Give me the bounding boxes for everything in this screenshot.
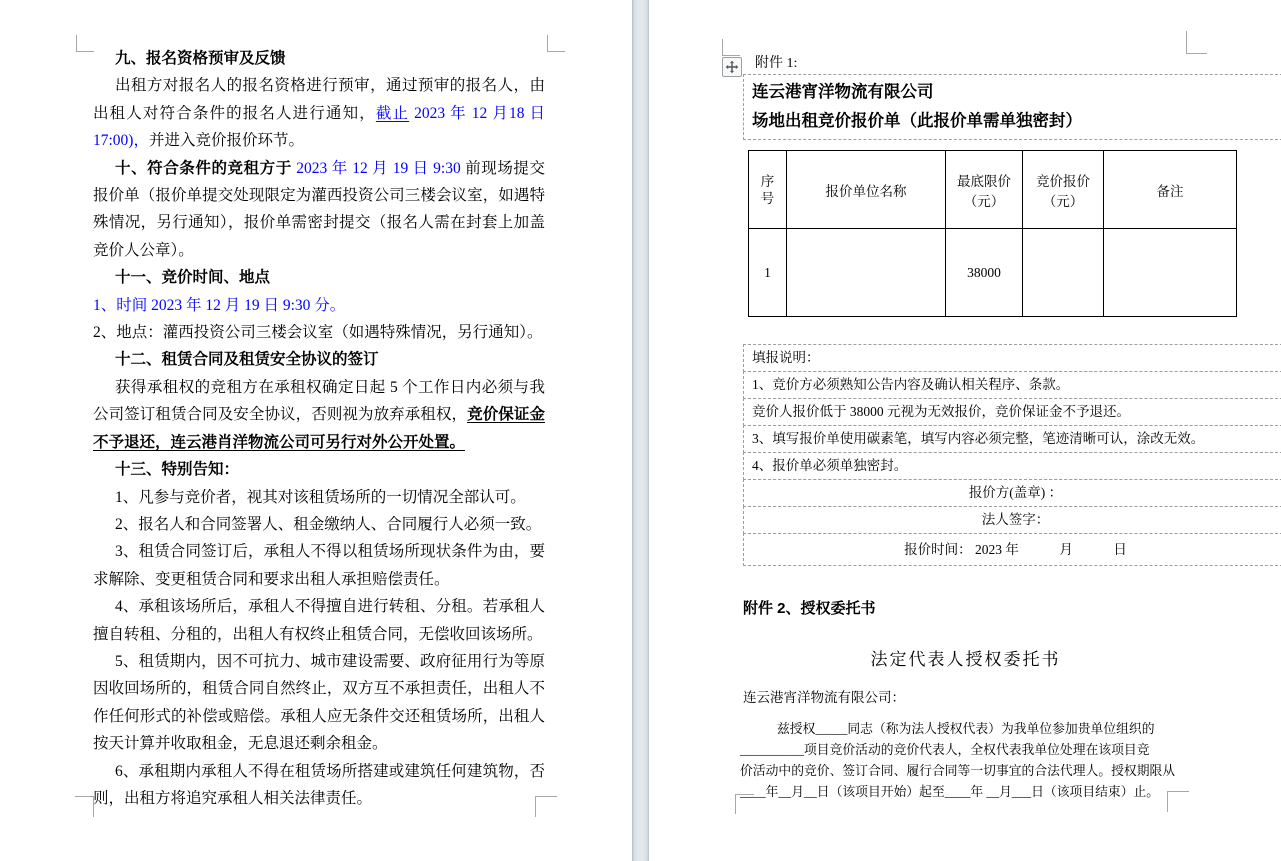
section-10-title: 十、符合条件的竞租方于 <box>115 159 292 177</box>
attachment-2-line-3: 价活动中的竞价、签订合同、履行合同等一切事宜的合法代理人。授权期限从 <box>740 764 1176 778</box>
section-12-paragraph <box>93 374 545 456</box>
bid-form-title: 场地出租竞价报价单（此报价单需单独密封） <box>752 112 1082 130</box>
page-gap <box>632 0 649 861</box>
header-remarks: 备注 <box>1104 151 1237 229</box>
section-9-title: 九、报名资格预审及反馈 <box>115 50 286 67</box>
section-13-title: 十三、特别告知： <box>115 461 240 479</box>
attachment-2-line-1: 兹授权_____同志（称为法人授权代表）为我单位参加贵单位组织的 <box>777 722 1155 736</box>
section-11-item-time: 1、时间 2023 年 12 月 19 日 9:30 分。 <box>93 296 346 314</box>
section-13-item-5: 5、租赁期内，因不可抗力、城市建设需要、政府征用行为等原因收回场所的，租赁合同自然终止，双方互不承担责任，出租人不作任何形式的补偿或赔偿。承租人应无条件交还租赁场所，出租人按天计算并收取租金，无息退还剩余租金。 <box>93 652 545 753</box>
section-10-tail: 前现场提交报价单（报价单提交处现限定为灌西投资公司三楼会议室，如遇特殊情况，另行通知），报价单需密封提交（报名人需在封套上加盖竞价人公章）。 <box>93 159 545 259</box>
deadline-date: 2023 年 12 月18 日 17:00)， <box>93 104 545 150</box>
section-13-item-2: 2、报名人和合同签署人、租金缴纳人、合同履行人必须一致。 <box>115 515 542 533</box>
section-13-item-6: 6、承租期内承租人不得在租赁场所搭建或建筑任何建筑物，否则，出租方将追究承租人相关法律责任。 <box>93 762 545 807</box>
note-4: 4、报价单必须单独密封。 <box>743 452 1281 480</box>
page-right <box>649 0 1281 861</box>
section-13-item-4: 4、承租该场所后，承租人不得擅自进行转租、分租。若承租人擅自转租、分租的，出租人有权终止租赁合同，无偿收回该场所。 <box>93 598 545 643</box>
attachment-2-salutation: 连云港宵洋物流有限公司： <box>743 690 905 705</box>
sign-date-line: 报价时间： 2023 年 月 日 <box>743 533 1281 566</box>
left-page-text-area <box>93 45 545 812</box>
cell-min-price: 38000 <box>946 229 1023 317</box>
section-11-item-place: 2、地点：灌西投资公司三楼会议室（如遇特殊情况，另行通知）。 <box>93 324 543 342</box>
section-13-item-1: 1、凡参与竞价者，视其对该租赁场所的一切情况全部认可。 <box>115 488 526 506</box>
bid-table-header-row <box>749 151 1237 229</box>
deposit-warning: 竞价保证金不予退还，连云港肖洋物流公司可另行对外公开处置。 <box>93 406 545 451</box>
cell-bid-price <box>1023 229 1104 317</box>
table-move-handle[interactable] <box>722 57 742 77</box>
cell-remarks <box>1104 229 1237 317</box>
attachment-2-body <box>740 719 1198 803</box>
attachment-1-label: 附件 1: <box>755 56 798 71</box>
attachment-2-line-2: __________项目竞价活动的竞价代表人，全权代表我单位处理在该项目竞 <box>740 743 1150 757</box>
cell-serial-no: 1 <box>749 229 787 317</box>
section-9-paragraph <box>93 72 545 154</box>
section-12-title: 十二、租赁合同及租赁安全协议的签订 <box>115 351 379 369</box>
header-min-price: 最底限价（元） <box>946 151 1023 229</box>
bid-form-notes <box>743 345 1281 566</box>
section-9-lead: 出租方对报名人的报名资格进行预审，通过预审的报名人，由出租人对符合条件的报名人进行通知， <box>93 77 545 122</box>
attachment-2-line-4: ____年__月__日（该项目开始）起至____年 __月___日（该项目结束）止。 <box>740 785 1160 799</box>
bid-form-title-frame <box>743 74 1281 140</box>
attachment-2-heading: 法定代表人授权委托书 <box>870 650 1061 669</box>
header-serial-no: 序号 <box>749 151 787 229</box>
page-left <box>0 0 632 861</box>
section-9-tail: 并进入竞价报价环节。 <box>148 132 304 150</box>
note-2: 竞价人报价低于 38000 元视为无效报价，竞价保证金不予退还。 <box>743 398 1281 426</box>
section-12-lead: 获得承租权的竞租方在承租权确定日起 5 个工作日内必须与我公司签订租赁合同及安全协议，否则视为放弃承租权， <box>93 378 545 424</box>
submission-date: 2023 年 12 月 19 日 9:30 <box>291 159 466 177</box>
sign-legal-line: 法人签字： <box>743 506 1281 534</box>
cell-bidder-name <box>787 229 946 317</box>
bid-form-company-title: 连云港宵洋物流有限公司 <box>752 83 934 101</box>
deadline-label: 截止 <box>375 104 410 122</box>
note-1: 1、竞价方必须熟知公告内容及确认相关程序、条款。 <box>743 371 1281 399</box>
note-3: 3、填写报价单使用碳素笔，填写内容必须完整，笔迹清晰可认，涂改无效。 <box>743 425 1281 453</box>
attachment-2-label: 附件 2、授权委托书 <box>743 600 876 617</box>
four-way-move-arrow-icon <box>725 60 739 74</box>
bid-table-row <box>749 229 1237 317</box>
section-11-title: 十一、竞价时间、地点 <box>115 269 271 287</box>
header-bid-price: 竞价报价（元） <box>1023 151 1104 229</box>
notes-title: 填报说明： <box>743 344 1281 372</box>
header-bidder-name: 报价单位名称 <box>787 151 946 229</box>
section-13-item-3: 3、租赁合同签订后，承租人不得以租赁场所现状条件为由，要求解除、变更租赁合同和要求出租人承担赔偿责任。 <box>93 543 545 588</box>
sign-company-line: 报价方(盖章) ： <box>743 479 1281 507</box>
section-10-paragraph <box>93 155 545 265</box>
bid-table <box>748 150 1237 317</box>
